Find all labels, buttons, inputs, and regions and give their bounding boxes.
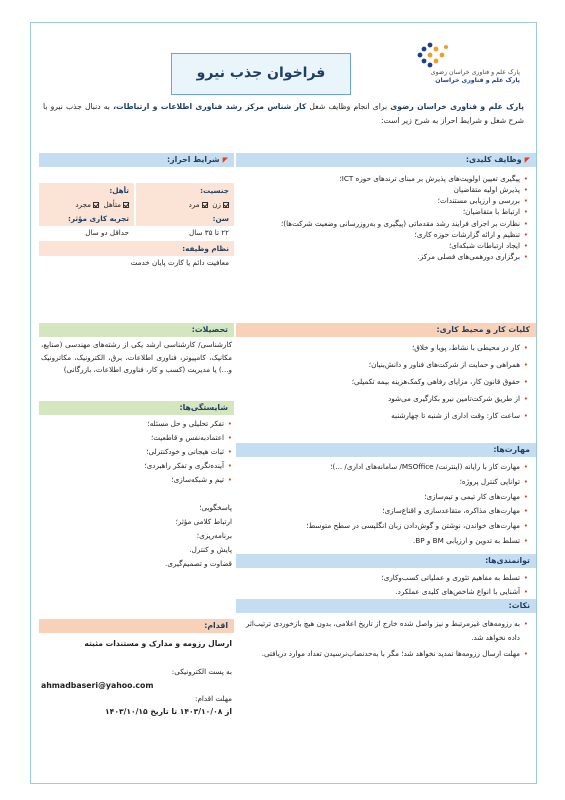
intro-job: کار شناس مرکز رشد فناوری اطلاعات و ارتباطات،	[113, 102, 307, 111]
environment-title: کلیات کار و محیط کاری:	[436, 324, 530, 334]
title-box	[171, 53, 351, 95]
intro-paragraph	[43, 100, 524, 127]
list-item: • حقوق قانون کار، مزایای رفاهی وکمک‌هزینه بیمه تکمیلی؛	[238, 374, 528, 391]
education-text: کارشناسی/ کارشناسی ارشد یکی از رشته‌های مهندسی (صنایع، مکانیک، کامپیوتر، فناوری اطلاعات، برق، الکترونیک، مکاترونیک و...) یا مدیریت (کسب و کار، فناوری اطلاعات، بازرگانی)	[41, 340, 232, 375]
list-item: • آشنایی با انواع شاخص‌های کلیدی عملکرد.	[238, 585, 528, 599]
list-item: • همراهی و حمایت از شرکت‌های فناور و دانش‌بنیان؛	[238, 357, 528, 374]
list-item: برنامه‌ریزی؛	[196, 531, 232, 541]
list-item: • اعتماد‌به‌نفس و قاطعیت؛	[41, 431, 232, 445]
action-line-3: مهلت اقدام:	[195, 693, 232, 703]
list-item: • ثبات هیجانی و خودکنترلی؛	[41, 445, 232, 459]
list-item: • ایجاد ارتباطات شبکه‌ای؛	[238, 240, 528, 251]
list-item: • پیگیری تعیین اولویت‌های پذیرش بر مبنای ترندهای حوزه ICT؛	[238, 173, 528, 184]
notes-list	[238, 617, 528, 661]
education-title: تحصیلات:	[191, 324, 228, 334]
list-item: • تنظیم و ارائه گزارشات حوزه کاری؛	[238, 229, 528, 240]
education-header	[39, 323, 234, 337]
list-item: قضاوت و تصمیم‌گیری.	[165, 559, 232, 569]
gender-options	[136, 197, 234, 212]
list-item: • تسلط به تدوین و ارزیابی BM و BP.	[238, 534, 528, 549]
environment-list	[238, 340, 528, 425]
abilities-title: توانمندی‌ها:	[485, 555, 530, 565]
marital-single-checkbox[interactable]	[93, 202, 99, 208]
page-title: فراخوان جذب نیرو	[196, 65, 326, 82]
military-value: معافیت دائم یا کارت پایان خدمت	[130, 258, 229, 267]
pointer-icon: ◤	[524, 155, 530, 164]
list-item: • بررسی و ارزیابی مستندات؛	[238, 195, 528, 206]
duties-list	[238, 173, 528, 262]
marital-label: تأهل:	[39, 183, 134, 198]
notes-title: نکات:	[508, 600, 530, 610]
skills-list	[238, 460, 528, 549]
notes-header	[236, 599, 536, 613]
deadline-text: از ۱۴۰۳/۱۰/۰۸ تا تاریخ ۱۴۰۳/۱۰/۱۵	[105, 707, 232, 717]
gender-label: جنسیت:	[136, 183, 234, 198]
intro-org: پارک علم و فناوری خراسان رضوی	[390, 102, 524, 111]
contact-email-link[interactable]: ahmadbaseri@yahoo.com	[41, 680, 154, 690]
list-item: • آینده‌نگری و تفکر راهبردی؛	[41, 459, 232, 473]
intro-text-2: به دنبال جذب نیرو با شرح شغل و شرایط احراز به شرح زیر است:	[43, 102, 524, 125]
list-item: • به رزومه‌های غیرمرتبط و نیز واصل شده خارج از تاریخ اعلامی، بدون هیچ بازخوردی ترتیب‌اثر داده نخواهد شد.	[238, 617, 528, 644]
logo-line-1: پارک علم و فناوری خراسان رضوی	[430, 69, 520, 76]
gender-male-label: مرد	[188, 200, 200, 209]
action-title: اقدام:	[204, 620, 228, 630]
duties-header	[236, 153, 536, 167]
list-item: • کار در محیطی با نشاط، پویا و خلاق؛	[238, 340, 528, 357]
list-item: • تیم و شبکه‌سازی؛	[41, 473, 232, 487]
requirements-header	[39, 153, 234, 167]
duties-title: وظایف کلیدی:	[465, 154, 522, 164]
list-item: • تسلط به مفاهیم تئوری و عملیاتی کسب‌وکاری؛	[238, 571, 528, 585]
list-item: • تفکر تحلیلی و حل مسئله؛	[41, 417, 232, 431]
gender-female-label: زن	[212, 200, 221, 209]
action-body	[41, 637, 232, 718]
skills-header	[236, 443, 536, 457]
age-label: سن:	[136, 211, 234, 226]
list-item: • مهارت‌های مذاکره، متقاعدسازی و اقناع‌سازی؛	[238, 504, 528, 519]
list-item: • مهارت کار با رایانه (اینترنت/ MSOffice/ سامانه‌های اداری/ ...)؛	[238, 460, 528, 475]
marital-married-label: متأهل	[103, 200, 121, 209]
action-header	[39, 619, 234, 633]
experience-value: حداقل دو سال	[85, 228, 129, 237]
park-logo	[410, 35, 520, 87]
list-item: پایش و کنترل.	[189, 545, 232, 555]
competencies-header	[39, 401, 234, 415]
competencies-plain-list	[41, 501, 232, 571]
gender-male-checkbox[interactable]	[202, 202, 208, 208]
experience-label: تجربه کاری مؤثر:	[39, 211, 134, 226]
abilities-header	[236, 554, 536, 568]
list-item: • مهارت‌های خواندن، نوشتن و گوش‌دادن زبان انگلیسی در سطح متوسط؛	[238, 519, 528, 534]
marital-options	[39, 197, 134, 212]
list-item: • ساعت کار: وقت اداری از شنبه تا چهارشنبه	[238, 408, 528, 425]
list-item: • نظارت بر اجرای فرایند رشد مقدماتی (پیگیری و به‌روزرسانی وضعیت شرکت‌ها)؛	[238, 218, 528, 229]
announcement-page	[30, 22, 537, 784]
environment-header	[236, 323, 536, 337]
logo-line-2: پارک علم و فناوری خراسان	[435, 77, 520, 85]
marital-single-label: مجرد	[75, 200, 91, 209]
action-line-2: به پست الکترونیکی:	[171, 667, 232, 677]
intro-text-1: برای انجام وظایف شغل	[306, 102, 391, 111]
list-item: • ارتباط با متقاضیان؛	[238, 206, 528, 217]
marital-married-checkbox[interactable]	[123, 202, 129, 208]
abilities-list	[238, 571, 528, 599]
list-item: • پذیرش اولیه متقاضیان	[238, 184, 528, 195]
list-item: • توانایی کنترل پروژه؛	[238, 475, 528, 490]
skills-title: مهارت‌ها:	[493, 444, 530, 454]
gender-female-checkbox[interactable]	[223, 202, 229, 208]
competencies-list	[41, 417, 232, 487]
action-line-1: ارسال رزومه و مدارک و مستندات مثبته	[84, 639, 232, 648]
list-item: پاسخگویی؛	[199, 503, 232, 512]
pointer-icon: ◤	[222, 155, 228, 164]
list-item: • از طریق شرکت‌تامین نیرو بکارگیری می‌شود	[238, 391, 528, 408]
military-label: نظام وظیفه:	[39, 241, 234, 256]
requirements-title: شرایط احراز:	[167, 154, 220, 164]
age-value: ۲۲ تا ۳۵ سال	[189, 228, 229, 237]
list-item: • برگزاری دورهمی‌های فصلی مرکز.	[238, 251, 528, 262]
list-item: • مهلت ارسال رزومه‌ها تمدید نخواهد شد؛ مگر با به‌حدنصاب‌نرسیدن تعداد موارد دریافتی.	[238, 647, 528, 661]
list-item: ارتباط کلامی مؤثر؛	[175, 517, 232, 527]
list-item: • مهارت‌های کار تیمی و تیم‌سازی؛	[238, 490, 528, 505]
logo-dots-icon	[412, 39, 452, 71]
competencies-title: شایستگی‌ها:	[179, 402, 228, 412]
